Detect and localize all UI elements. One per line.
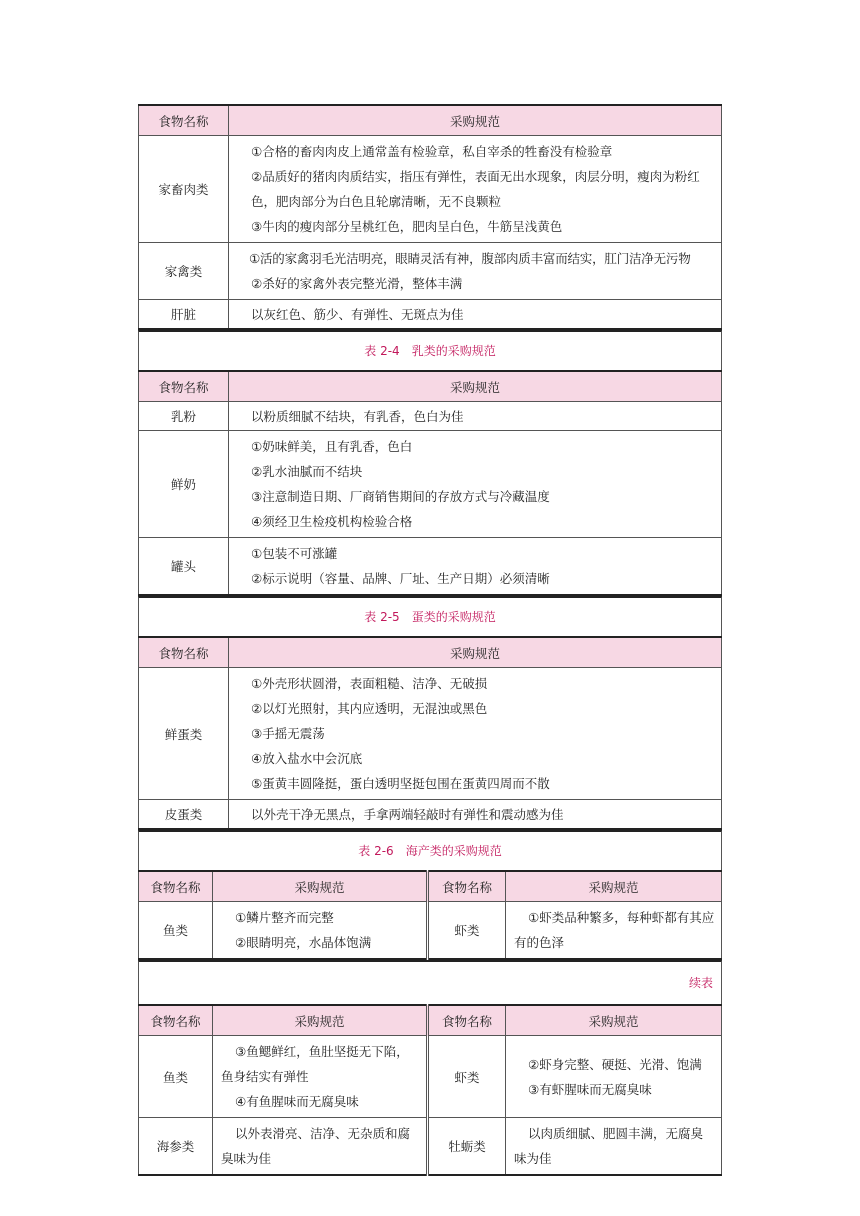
header-spec: 采购规范 <box>229 637 722 668</box>
table-row <box>139 300 722 330</box>
spec-line: ④放入盐水中会沉底 <box>251 751 363 766</box>
spec-line: ①包装不可涨罐 <box>251 546 338 561</box>
table-header <box>139 637 722 668</box>
table-header <box>139 371 722 402</box>
spec-line: ⑤蛋黄丰圆隆挺，蛋白透明坚挺包围在蛋黄四周而不散 <box>251 776 550 791</box>
table-caption: 表 2-6 海产类的采购规范 <box>138 830 722 870</box>
row-name: 鱼类 <box>139 902 213 960</box>
spec-line: ②眼睛明亮，水晶体饱满 <box>235 935 372 950</box>
spec-line: ②虾身完整、硬挺、光滑、饱满 <box>528 1056 702 1072</box>
header-spec: 采购规范 <box>213 871 428 902</box>
spec-line: ①外壳形状圆滑，表面粗糙、洁净、无破损 <box>251 676 488 691</box>
header-food-name: 食物名称 <box>139 105 229 136</box>
spec-line: ③有虾腥味而无腐臭味 <box>528 1081 652 1097</box>
row-name: 虾类 <box>428 902 506 960</box>
seafood-continued-table <box>138 1004 722 1176</box>
row-name: 虾类 <box>428 1036 506 1118</box>
table-row <box>139 1036 722 1118</box>
table-row <box>139 538 722 596</box>
header-food-name: 食物名称 <box>139 371 229 402</box>
header-food-name: 食物名称 <box>139 1005 213 1036</box>
row-name: 肝脏 <box>139 300 229 330</box>
row-name: 皮蛋类 <box>139 800 229 830</box>
table-row <box>139 1118 722 1176</box>
spec-line: ④有鱼腥味而无腐臭味 <box>235 1094 359 1109</box>
spec-line: ②杀好的家禽外表完整光滑，整体丰满 <box>251 276 463 291</box>
spec-line: 以粉质细腻不结块，有乳香，色白为佳 <box>251 408 464 424</box>
row-name: 罐头 <box>139 538 229 596</box>
meat-table <box>138 104 722 330</box>
header-spec: 采购规范 <box>229 371 722 402</box>
spec-line: 以灰红色、筋少、有弹性、无斑点为佳 <box>251 306 464 322</box>
table-header <box>139 1005 722 1036</box>
header-food-name: 食物名称 <box>428 1005 506 1036</box>
spec-line: ①活的家禽羽毛光洁明亮，眼睛灵活有神，腹部肉质丰富而结实，肛门洁净无污物 <box>249 251 691 266</box>
spec-line: ②品质好的猪肉肉质结实，指压有弹性，表面无出水现象，肉层分明，瘦肉为粉红色，肥肉部分为白色且轮廓清晰，无不良颗粒 <box>251 169 700 209</box>
header-food-name: 食物名称 <box>139 871 213 902</box>
spec-line: ①奶味鲜美，且有乳香，色白 <box>251 439 413 454</box>
seafood-table <box>138 870 722 960</box>
header-spec: 采购规范 <box>506 871 722 902</box>
spec-line: ①合格的畜肉肉皮上通常盖有检验章，私自宰杀的牲畜没有检验章 <box>251 144 613 159</box>
row-name: 海参类 <box>139 1118 213 1176</box>
table-row <box>139 800 722 830</box>
header-spec: 采购规范 <box>213 1005 428 1036</box>
table-row <box>139 668 722 800</box>
row-name: 鲜蛋类 <box>139 668 229 800</box>
egg-table <box>138 636 722 830</box>
table-caption: 表 2-4 乳类的采购规范 <box>138 330 722 370</box>
spec-line: ③鱼鳃鲜红，鱼肚坚挺无下陷，鱼身结实有弹性 <box>221 1044 409 1084</box>
row-name: 鱼类 <box>139 1036 213 1118</box>
spec-line: ②乳水油腻而不结块 <box>251 464 363 479</box>
row-name: 家禽类 <box>139 243 229 300</box>
row-name: 乳粉 <box>139 402 229 431</box>
table-header <box>139 871 722 902</box>
header-spec: 采购规范 <box>229 105 722 136</box>
table-row <box>139 136 722 243</box>
document-page <box>138 104 722 1176</box>
spec-line: ②以灯光照射，其内应透明，无混浊或黑色 <box>251 701 488 716</box>
header-food-name: 食物名称 <box>428 871 506 902</box>
row-name: 鲜奶 <box>139 431 229 538</box>
table-row <box>139 902 722 960</box>
spec-line: ③牛肉的瘦肉部分呈桃红色，肥肉呈白色，牛筋呈浅黄色 <box>251 219 563 234</box>
header-food-name: 食物名称 <box>139 637 229 668</box>
table-row <box>139 402 722 431</box>
table-caption: 表 2-5 蛋类的采购规范 <box>138 596 722 636</box>
row-name: 家畜肉类 <box>139 136 229 243</box>
row-name: 牡蛎类 <box>428 1118 506 1176</box>
spec-line: ①鳞片整齐而完整 <box>235 910 334 925</box>
spec-line: ④须经卫生检疫机构检验合格 <box>251 514 413 529</box>
spec-line: 以肉质细腻、肥圆丰满，无腐臭味为佳 <box>514 1126 704 1166</box>
header-spec: 采购规范 <box>506 1005 722 1036</box>
dairy-table <box>138 370 722 596</box>
continued-label: 续表 <box>138 960 722 1004</box>
spec-line: ③手摇无震荡 <box>251 726 325 741</box>
table-row <box>139 243 722 300</box>
table-header <box>139 105 722 136</box>
spec-line: ①虾类品种繁多，每种虾都有其应有的色泽 <box>514 910 715 950</box>
spec-line: ②标示说明（容量、品牌、厂址、生产日期）必须清晰 <box>251 571 550 586</box>
spec-line: ③注意制造日期、厂商销售期间的存放方式与冷藏温度 <box>251 489 550 504</box>
spec-line: 以外表滑亮、洁净、无杂质和腐臭味为佳 <box>221 1126 411 1166</box>
table-row <box>139 431 722 538</box>
spec-line: 以外壳干净无黑点，手拿两端轻敲时有弹性和震动感为佳 <box>251 806 564 822</box>
